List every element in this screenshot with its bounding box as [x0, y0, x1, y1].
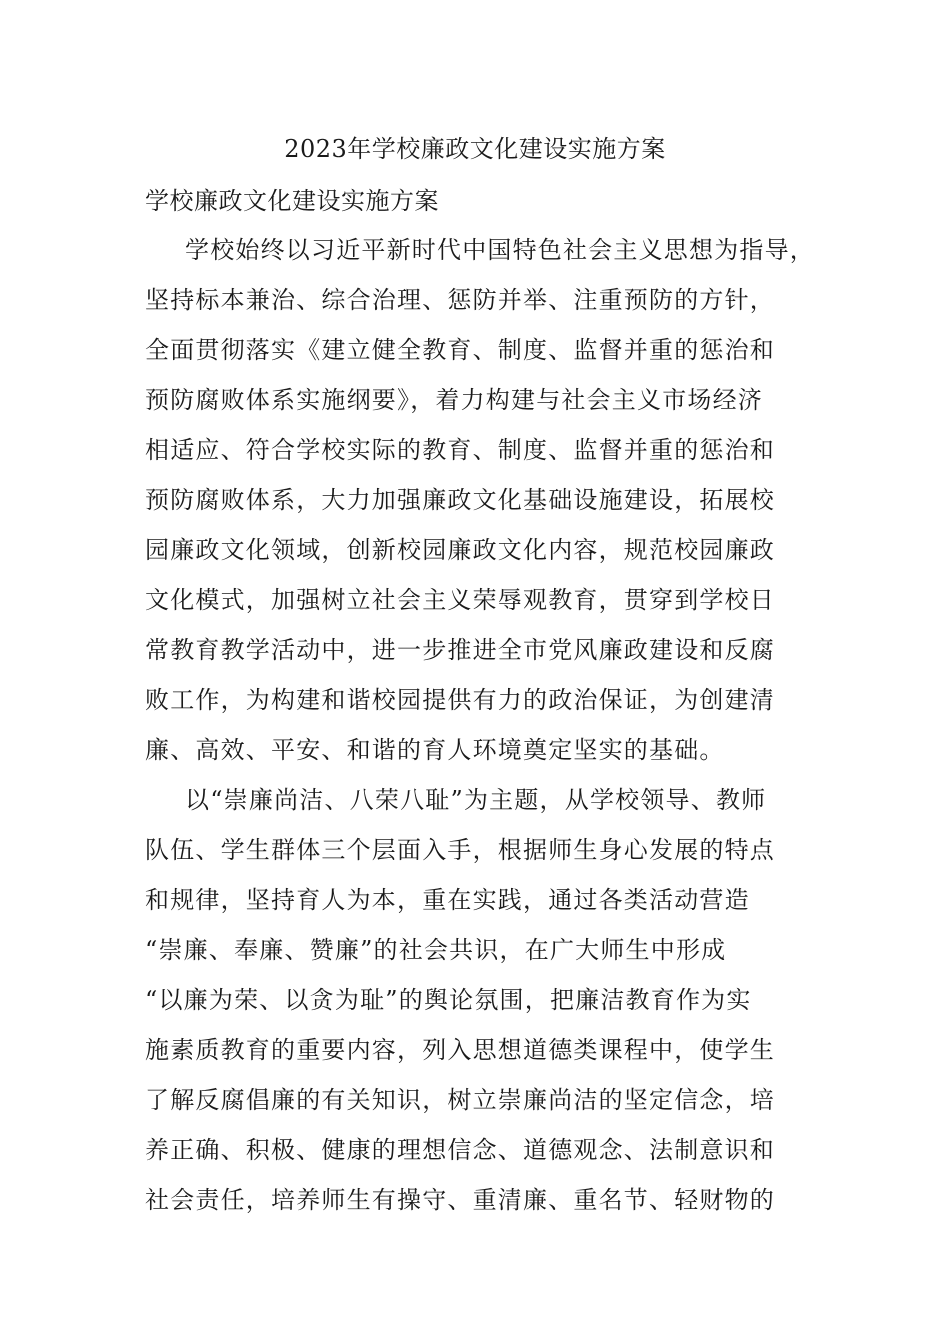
paragraph-line: 施素质教育的重要内容，列入思想道德类课程中，使学生 [145, 1036, 775, 1064]
paragraph-line: 预防腐败体系，大力加强廉政文化基础设施建设，拓展校 [145, 486, 775, 514]
paragraph-line: 败工作，为构建和谐校园提供有力的政治保证，为创建清 [145, 686, 775, 714]
paragraph-line: 预防腐败体系实施纲要》，着力构建与社会主义市场经济 [145, 386, 763, 414]
document-title: 2023年学校廉政文化建设实施方案 [284, 135, 666, 163]
paragraph-line: 和规律，坚持育人为本，重在实践，通过各类活动营造 [145, 886, 750, 914]
paragraph-line: 相适应、符合学校实际的教育、制度、监督并重的惩治和 [145, 436, 775, 464]
paragraph-line: 全面贯彻落实《建立健全教育、制度、监督并重的惩治和 [145, 336, 775, 364]
paragraph-line: 文化模式，加强树立社会主义荣辱观教育，贯穿到学校日 [145, 586, 775, 614]
paragraph-line: 学校始终以习近平新时代中国特色社会主义思想为指导， [185, 236, 815, 264]
document-subtitle: 学校廉政文化建设实施方案 [145, 187, 439, 215]
paragraph-line: 廉、高效、平安、和谐的育人环境奠定坚实的基础。 [145, 736, 725, 764]
paragraph-line: 队伍、学生群体三个层面入手，根据师生身心发展的特点 [145, 836, 775, 864]
paragraph-line: 常教育教学活动中，进一步推进全市党风廉政建设和反腐 [145, 636, 775, 664]
paragraph-line: 养正确、积极、健康的理想信念、道德观念、法制意识和 [145, 1136, 775, 1164]
paragraph-line: 坚持标本兼治、综合治理、惩防并举、注重预防的方针， [145, 286, 775, 314]
paragraph-line: “以廉为荣、以贪为耻”的舆论氛围，把廉洁教育作为实 [145, 986, 752, 1014]
paragraph-1 [145, 225, 835, 775]
paragraph-line: 了解反腐倡廉的有关知识，树立崇廉尚洁的坚定信念，培 [145, 1086, 775, 1114]
paragraph-line: 以“崇廉尚洁、八荣八耻”为主题，从学校领导、教师 [185, 786, 767, 814]
paragraph-2 [145, 775, 835, 1225]
paragraph-line: 社会责任，培养师生有操守、重清廉、重名节、轻财物的 [145, 1186, 775, 1214]
paragraph-line: “崇廉、奉廉、赞廉”的社会共识，在广大师生中形成 [145, 936, 727, 964]
paragraph-line: 园廉政文化领域，创新校园廉政文化内容，规范校园廉政 [145, 536, 775, 564]
